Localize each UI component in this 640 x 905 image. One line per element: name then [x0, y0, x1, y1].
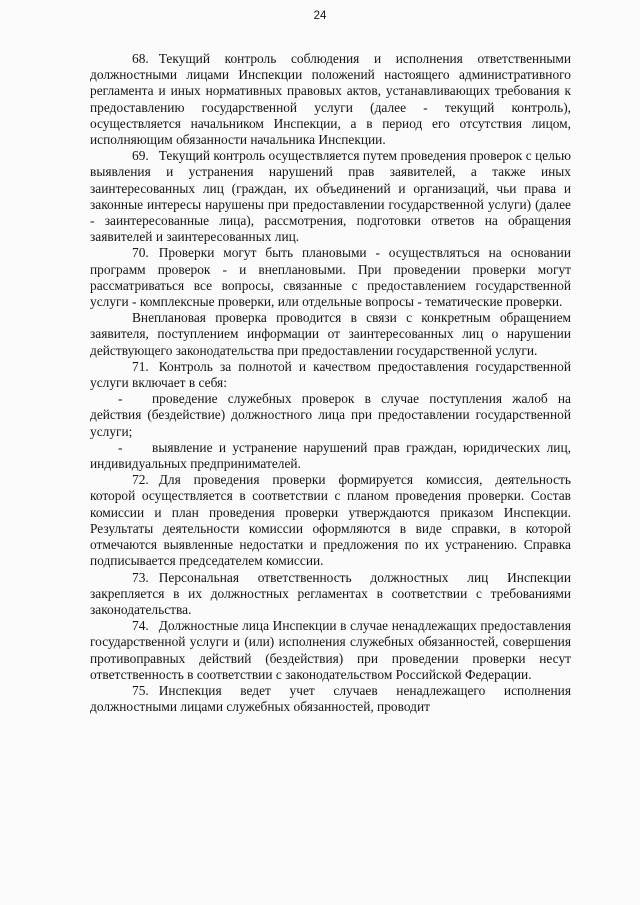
paragraph-73	[90, 570, 571, 619]
paragraph-number: 68.	[132, 51, 149, 66]
list-dash: -	[118, 391, 123, 407]
paragraph-number: 69.	[132, 148, 149, 164]
paragraph-unscheduled-inspection	[90, 310, 571, 359]
paragraph-text: Текущий контроль осуществляется путем проведения проверок с целью выявления и устранения нарушений прав заявителей, а также иных заинтересованных лиц (граждан, их объединений и организаций, чьи права и законные интересы нарушены при предоставлении государственной услуги) (далее - заинтересованные лица), рассмотрения, подготовки ответов на обращения заявителей и заинтересованных лиц.	[90, 148, 571, 245]
paragraph-number: 74.	[132, 618, 149, 634]
paragraph-number: 72.	[132, 472, 149, 488]
paragraph-number: 70.	[132, 245, 149, 261]
paragraph-75	[90, 683, 571, 715]
paragraph-text: Должностные лица Инспекции в случае ненадлежащих предоставления государственной услуги и (или) исполнения служебных обязанностей, совершения противоправных действий (бездействия) при проведении проверки несут ответственность в соответствии с законодательством Российской Федерации.	[90, 618, 571, 682]
paragraph-70	[90, 245, 571, 310]
page-number: 24	[313, 10, 327, 22]
list-item-text: проведение служебных проверок в случае поступления жалоб на действия (бездействие) должностного лица при предоставлении государственной услуги;	[90, 391, 571, 439]
paragraph-71	[90, 359, 571, 391]
paragraph-72	[90, 472, 571, 569]
paragraph-text: Проверки могут быть плановыми - осуществляться на основании программ проверок - и внеплановыми. При проведении проверки могут рассматриваться все вопросы, связанные с предоставлением государственной услуги - комплексные проверки, или отдельные вопросы - тематические проверки.	[90, 245, 571, 310]
paragraph-text: Для проведения проверки формируется комиссия, деятельность которой осуществляется в соответствии с планом проведения проверки. Состав комиссии и план проведения проверки утверждаются приказом Инспекции. Результаты деятельности комиссии оформляются в виде справки, в которой отмечаются выявленные недостатки и предложения по их устранению. Справка подписывается председателем комиссии.	[90, 472, 571, 569]
paragraph-74	[90, 618, 571, 683]
paragraph-number: 73.	[132, 569, 149, 585]
paragraph-text: Персональная ответственность должностных лиц Инспекции закрепляется в их должностных регламентах в соответствии с требованиями законодательства.	[90, 569, 571, 617]
list-item	[90, 391, 571, 440]
list-item	[90, 440, 571, 472]
list-item-text: выявление и устранение нарушений прав граждан, юридических лиц, индивидуальных предпринимателей.	[90, 439, 571, 472]
paragraph-68	[90, 51, 571, 148]
paragraph-text: Внеплановая проверка проводится в связи с конкретным обращением заявителя, поступлением информации от заинтересованных лиц о нарушении действующего законодательства при предоставлении государственной услуги.	[90, 310, 571, 358]
paragraph-text: Текущий контроль соблюдения и исполнения ответственными должностными лицами Инспекции положений настоящего административного регламента и иных нормативных правовых актов, устанавливающих требования к предоставлению государственной услуги (далее - текущий контроль), осуществляется начальником Инспекции, а в период его отсутствия лицом, исполняющим обязанности начальника Инспекции.	[90, 51, 571, 148]
paragraph-text: Инспекция ведет учет случаев ненадлежащего исполнения должностными лицами служебных обязанностей, проводит	[90, 682, 571, 715]
paragraph-number: 71.	[132, 358, 149, 374]
document-body	[90, 51, 571, 715]
list-dash: -	[118, 439, 123, 455]
paragraph-text: Контроль за полнотой и качеством предоставления государственной услуги включает в себя:	[90, 358, 571, 391]
paragraph-number: 75.	[132, 682, 149, 698]
paragraph-69	[90, 148, 571, 245]
